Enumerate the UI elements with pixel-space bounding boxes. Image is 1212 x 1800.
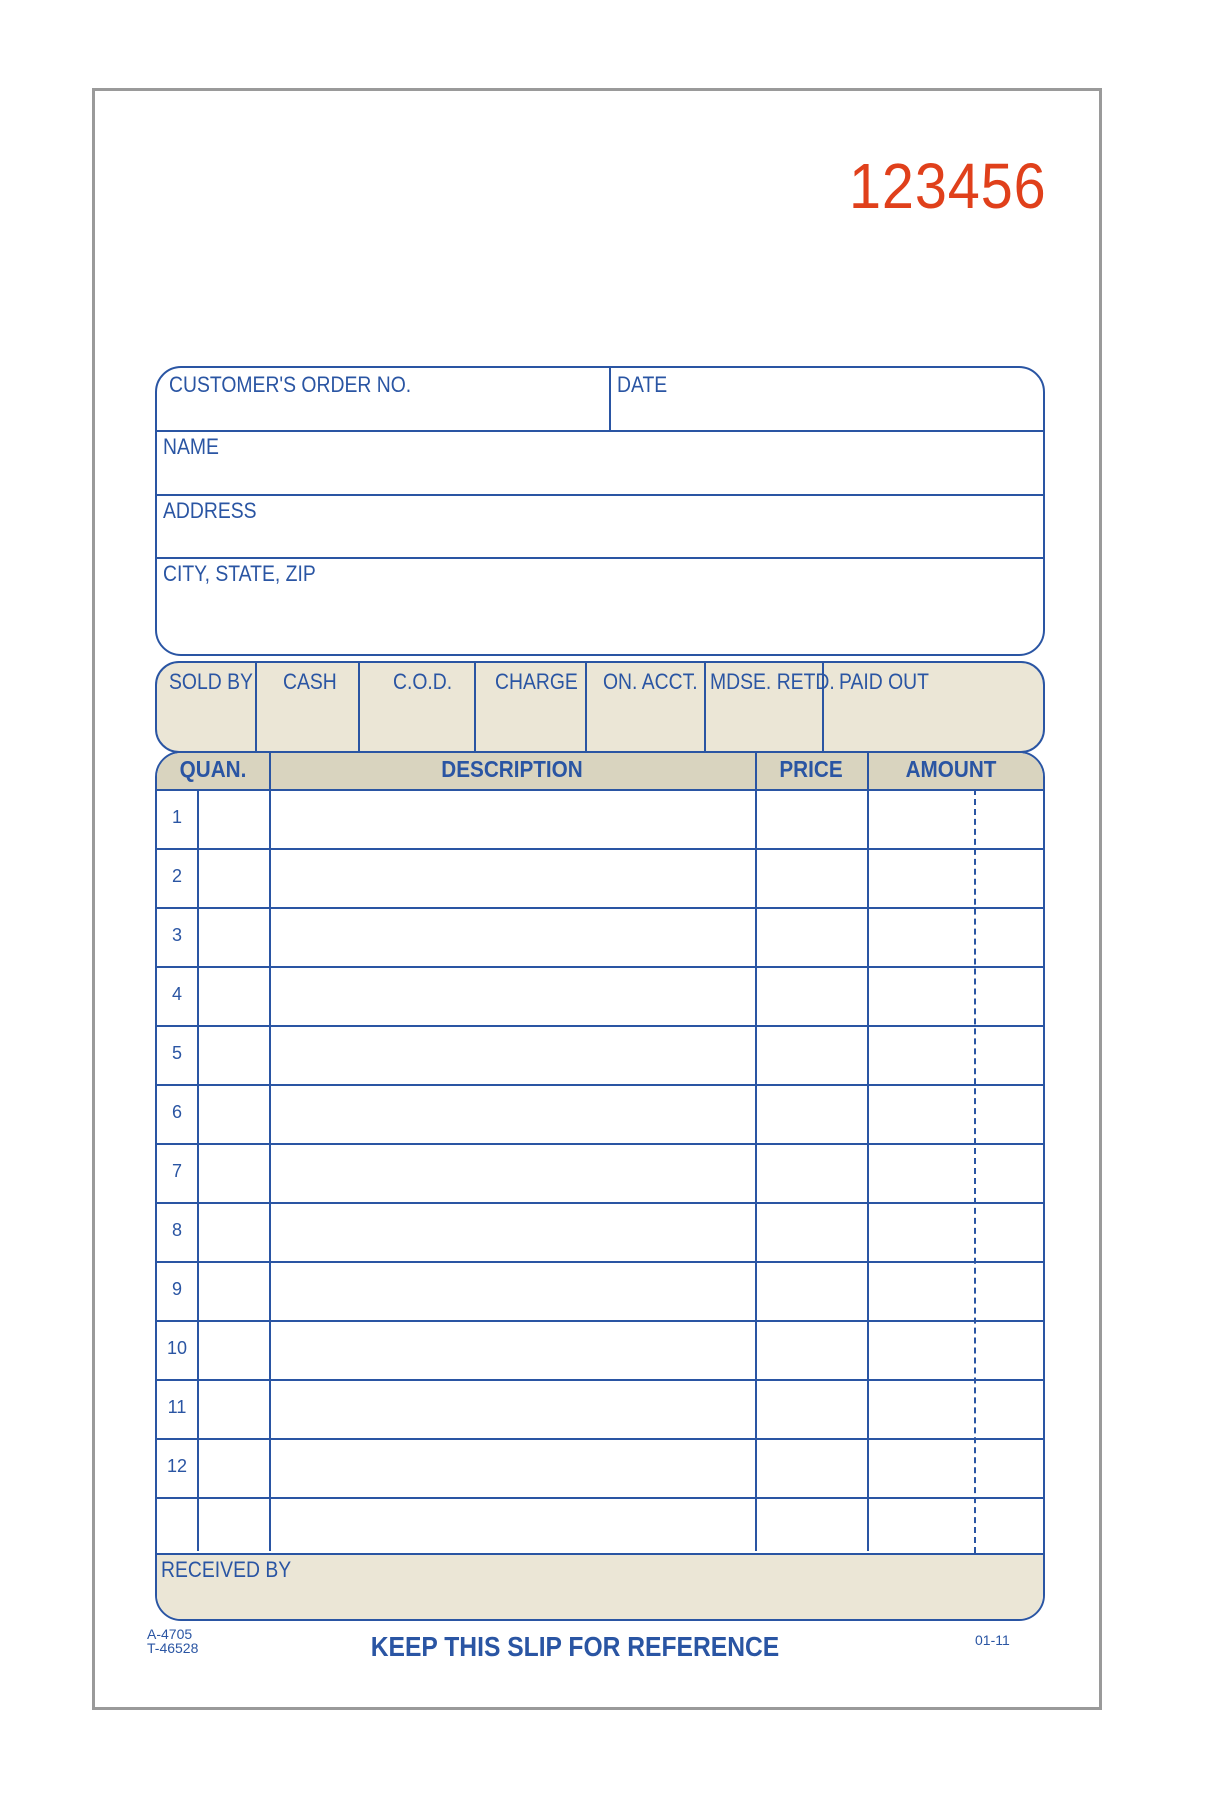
table-header: [157, 753, 1043, 789]
date-field[interactable]: DATE: [617, 372, 668, 397]
row-divider: [157, 1261, 1043, 1263]
cash-checkbox[interactable]: CASH: [283, 669, 337, 694]
serial-number: 123456: [849, 150, 1047, 222]
amount-header: AMOUNT: [905, 756, 997, 782]
row-number: 4: [171, 984, 182, 1004]
sold-by-field[interactable]: SOLD BY: [169, 669, 253, 694]
paid-out-checkbox[interactable]: PAID OUT: [839, 669, 929, 694]
address-field[interactable]: ADDRESS: [163, 498, 257, 523]
divider-line: [157, 557, 1043, 559]
sales-slip: [92, 88, 1102, 1710]
on-account-checkbox[interactable]: ON. ACCT.: [603, 669, 698, 694]
row-divider: [157, 1084, 1043, 1086]
customer-info-block: [155, 366, 1045, 656]
row-number: 9: [171, 1279, 182, 1299]
row-number: 5: [171, 1043, 182, 1063]
column-line: [755, 753, 757, 1551]
column-line: [197, 789, 199, 1551]
received-by-block: [157, 1553, 1043, 1619]
form-code-line: T-46528: [147, 1640, 199, 1656]
form-code: [147, 1627, 198, 1655]
keep-slip-notice: KEEP THIS SLIP FOR REFERENCE: [370, 1631, 780, 1662]
charge-checkbox[interactable]: CHARGE: [495, 669, 578, 694]
row-divider: [157, 1497, 1043, 1499]
row-divider: [157, 1202, 1043, 1204]
divider-line: [585, 663, 587, 751]
divider-line: [704, 663, 706, 751]
row-divider: [157, 1379, 1043, 1381]
divider-line: [358, 663, 360, 751]
cod-checkbox[interactable]: C.O.D.: [393, 669, 453, 694]
merchandise-returned-checkbox[interactable]: MDSE. RETD.: [710, 669, 835, 694]
form-code-line: A-4705: [147, 1626, 193, 1642]
customer-order-no-field[interactable]: CUSTOMER'S ORDER NO.: [169, 372, 412, 397]
row-number: 3: [171, 925, 182, 945]
row-number: 6: [171, 1102, 182, 1122]
row-number: 7: [171, 1161, 182, 1181]
divider-line: [255, 663, 257, 751]
row-divider: [157, 1320, 1043, 1322]
row-divider: [157, 1143, 1043, 1145]
row-number: 1: [171, 807, 182, 827]
row-divider: [157, 848, 1043, 850]
row-number: 2: [171, 866, 182, 886]
row-number: 10: [166, 1338, 188, 1358]
row-divider: [157, 1438, 1043, 1440]
divider-line: [474, 663, 476, 751]
row-divider: [157, 1025, 1043, 1027]
row-divider: [157, 907, 1043, 909]
description-header: DESCRIPTION: [441, 756, 583, 782]
row-number: 12: [166, 1456, 188, 1476]
date-code: 01-11: [975, 1632, 1010, 1648]
order-date-divider: [609, 368, 611, 430]
city-state-zip-field[interactable]: CITY, STATE, ZIP: [163, 561, 316, 586]
column-line: [867, 753, 869, 1551]
quantity-header: QUAN.: [179, 756, 247, 782]
row-number: 11: [167, 1397, 187, 1417]
price-header: PRICE: [779, 756, 843, 782]
name-field[interactable]: NAME: [163, 434, 219, 459]
row-number: 8: [171, 1220, 182, 1240]
row-divider: [157, 966, 1043, 968]
payment-type-block: [155, 661, 1045, 753]
items-table: [155, 751, 1045, 1621]
column-line: [269, 753, 271, 1551]
divider-line: [157, 1553, 1043, 1555]
received-by-field[interactable]: RECEIVED BY: [161, 1557, 292, 1582]
divider-line: [157, 494, 1043, 496]
divider-line: [157, 789, 1043, 791]
divider-line: [157, 430, 1043, 432]
